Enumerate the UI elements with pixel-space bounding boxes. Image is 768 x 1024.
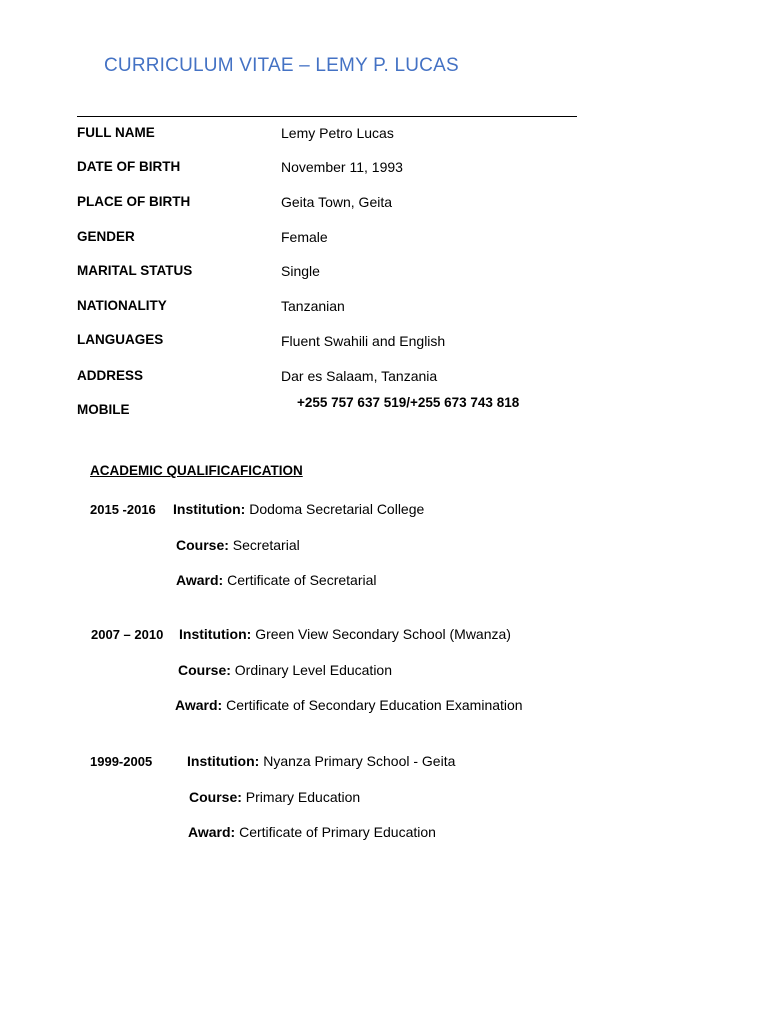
address-label: ADDRESS bbox=[77, 368, 144, 383]
full-name-label: FULL NAME bbox=[77, 125, 155, 140]
institution-value: Nyanza Primary School - Geita bbox=[263, 753, 456, 769]
entry-award bbox=[188, 824, 436, 840]
gender-label: GENDER bbox=[77, 229, 135, 244]
place-of-birth-label: PLACE OF BIRTH bbox=[77, 194, 191, 209]
entry-institution bbox=[187, 753, 455, 769]
entry-course bbox=[189, 789, 360, 805]
marital-status-label: MARITAL STATUS bbox=[77, 263, 193, 278]
date-of-birth-value: November 11, 1993 bbox=[281, 159, 403, 175]
institution-label: Institution: bbox=[173, 501, 246, 517]
course-label: Course: bbox=[176, 537, 229, 553]
languages-value: Fluent Swahili and English bbox=[281, 333, 446, 349]
course-value: Ordinary Level Education bbox=[234, 662, 392, 678]
award-value: Certificate of Primary Education bbox=[239, 824, 436, 840]
gender-value: Female bbox=[281, 229, 328, 245]
title-divider bbox=[77, 116, 577, 117]
institution-value: Green View Secondary School (Mwanza) bbox=[255, 626, 511, 642]
entry-period: 2007 – 2010 bbox=[91, 627, 164, 642]
award-label: Award: bbox=[188, 824, 236, 840]
address-value: Dar es Salaam, Tanzania bbox=[281, 368, 438, 384]
entry-award bbox=[176, 572, 377, 588]
entry-course bbox=[178, 662, 392, 678]
entry-institution bbox=[173, 501, 424, 517]
award-label: Award: bbox=[175, 697, 223, 713]
course-label: Course: bbox=[178, 662, 231, 678]
course-value: Primary Education bbox=[245, 789, 361, 805]
award-value: Certificate of Secondary Education Examination bbox=[226, 697, 523, 713]
nationality-value: Tanzanian bbox=[281, 298, 345, 314]
entry-award bbox=[175, 697, 523, 713]
institution-label: Institution: bbox=[179, 626, 252, 642]
page-title: CURRICULUM VITAE – LEMY P. LUCAS bbox=[104, 55, 459, 76]
date-of-birth-label: DATE OF BIRTH bbox=[77, 159, 181, 174]
entry-period: 1999-2005 bbox=[90, 754, 153, 769]
institution-label: Institution: bbox=[187, 753, 260, 769]
course-label: Course: bbox=[189, 789, 242, 805]
place-of-birth-value: Geita Town, Geita bbox=[281, 194, 393, 210]
marital-status-value: Single bbox=[281, 263, 320, 279]
mobile-label: MOBILE bbox=[77, 402, 130, 417]
institution-value: Dodoma Secretarial College bbox=[249, 501, 425, 517]
award-value: Certificate of Secretarial bbox=[227, 572, 377, 588]
mobile-value: +255 757 637 519/+255 673 743 818 bbox=[297, 395, 520, 410]
entry-institution bbox=[179, 626, 511, 642]
entry-course bbox=[176, 537, 300, 553]
course-value: Secretarial bbox=[232, 537, 300, 553]
award-label: Award: bbox=[176, 572, 224, 588]
full-name-value: Lemy Petro Lucas bbox=[281, 125, 394, 141]
languages-label: LANGUAGES bbox=[77, 332, 164, 347]
academic-section-title: ACADEMIC QUALIFICAFICATION bbox=[90, 463, 303, 478]
nationality-label: NATIONALITY bbox=[77, 298, 167, 313]
entry-period: 2015 -2016 bbox=[90, 502, 156, 517]
